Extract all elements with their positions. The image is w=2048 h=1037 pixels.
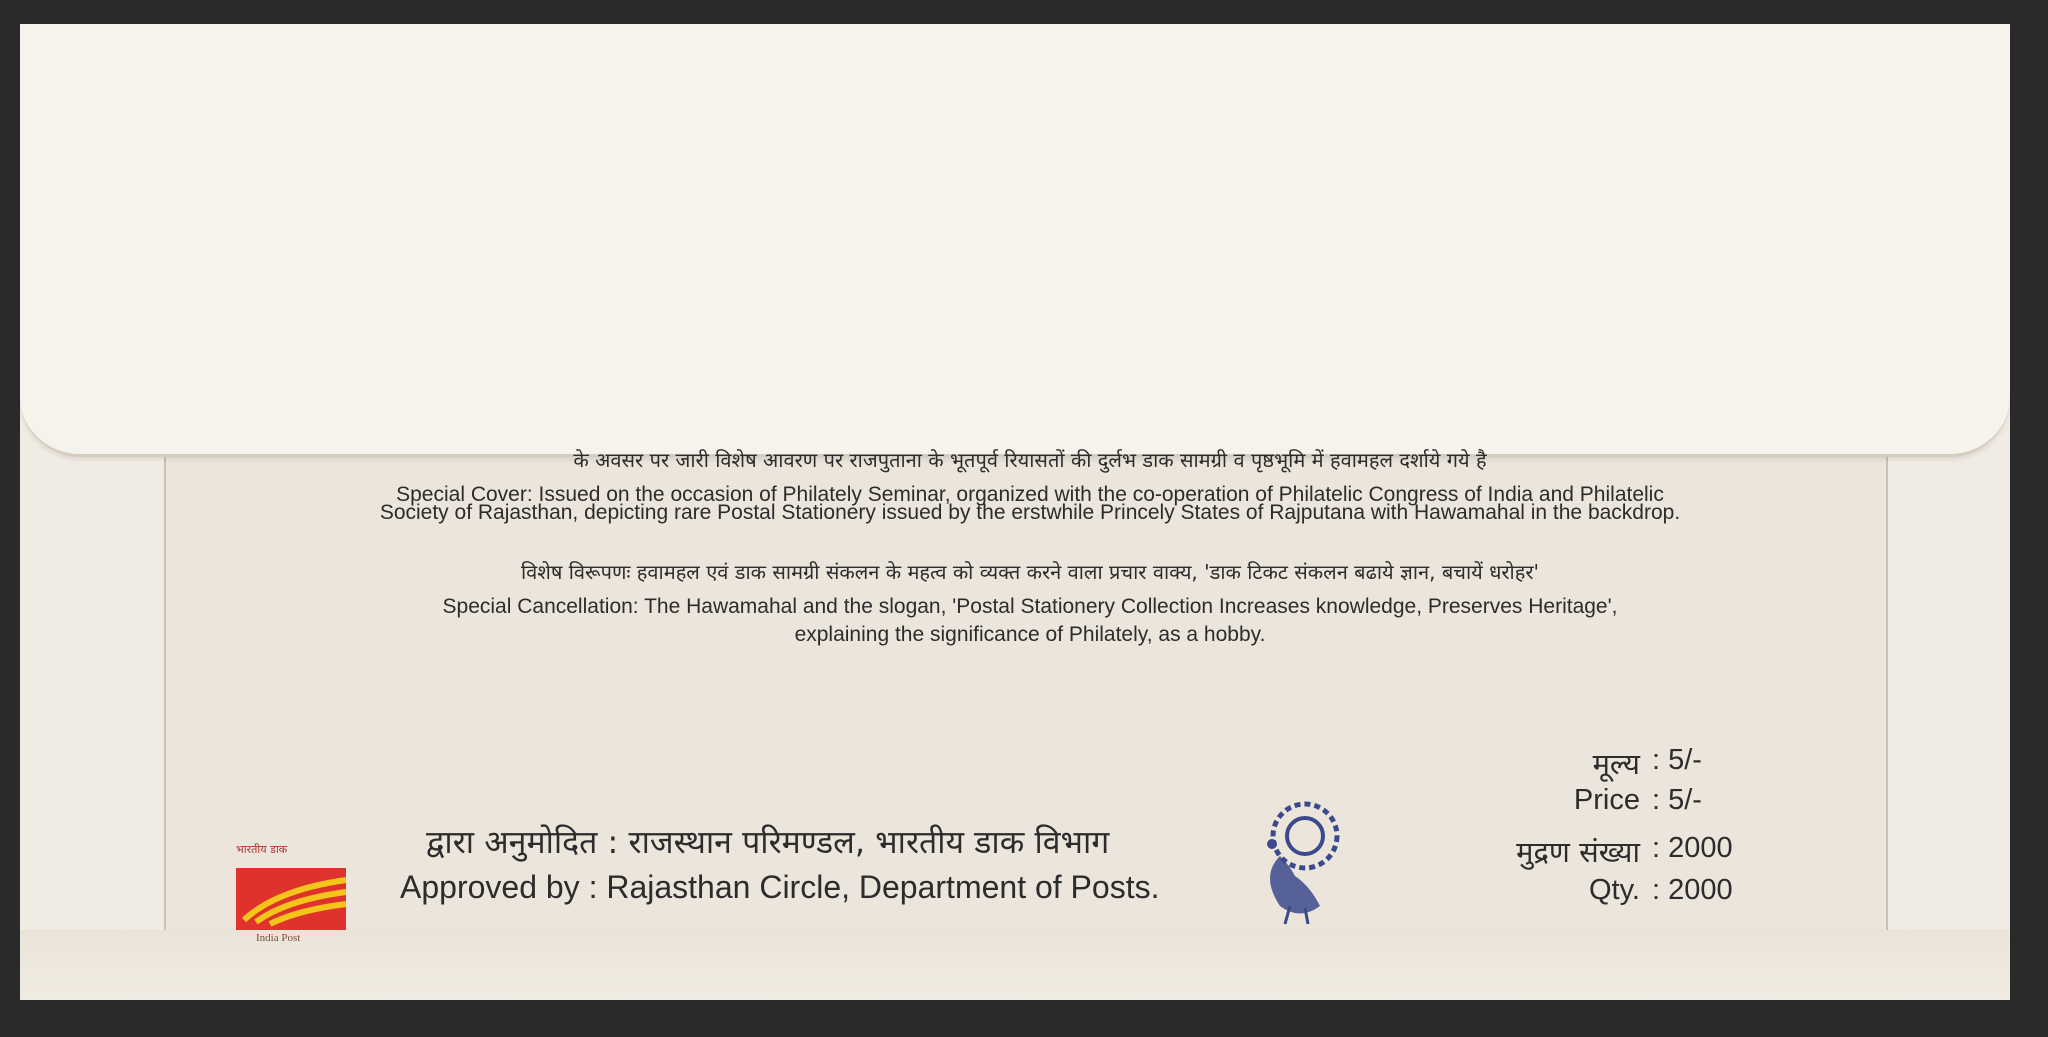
logo-english-text: India Post (256, 932, 301, 944)
peacock-icon (1250, 796, 1350, 926)
cover-english-line-2: Society of Rajasthan, depicting rare Postal Stationery issued by the erstwhile Princely States of Rajputana with Hawamahal in the backdrop. (379, 501, 1681, 524)
cancellation-hindi-line: विशेष विरूपणः हवामहल एवं डाक सामग्री संकलन के महत्व को व्यक्त करने वाला प्रचार वाक्य, 'डाक टिकट संकलन बढाये ज्ञान, बचायें धरोहर' (520, 560, 1540, 584)
price-label: Price (1573, 784, 1640, 816)
approved-english: Approved by : Rajasthan Circle, Department of Posts. (400, 869, 1160, 905)
bottom-fold (20, 930, 2010, 1000)
cancellation-english-line-1: Special Cancellation: The Hawamahal and the slogan, 'Postal Stationery Collection Increases knowledge, Preserves Heritage', (442, 595, 1618, 618)
cover-hindi-line: के अवसर पर जारी विशेष आवरण पर राजपुताना के भूतपूर्व रियासतों की दुर्लभ डाक सामग्री व पृष्ठभूमि में हवामहल दर्शाये गये है (573, 448, 1487, 472)
hindi-qty-label: मुद्रण संख्या (1516, 835, 1640, 869)
approved-hindi: द्वारा अनुमोदित : राजस्थान परिमण्डल, भारतीय डाक विभाग (426, 823, 1110, 861)
hindi-price-value: : 5/- (1652, 744, 1702, 776)
qty-value: : 2000 (1652, 874, 1733, 906)
qty-label: Qty. (1588, 874, 1640, 906)
logo-hindi-text: भारतीय डाक (236, 843, 288, 856)
envelope-flap (20, 24, 2010, 457)
hindi-price-label: मूल्य (1592, 747, 1640, 781)
approved-block (400, 820, 1159, 906)
cancellation-english-line-2: explaining the significance of Philately, as a hobby. (794, 623, 1266, 646)
india-post-logo-icon (236, 850, 354, 930)
cover-english-line-1: Special Cover: Issued on the occasion of Philately Seminar, organized with the co-operation of Philatelic Congress of India and Philatelic (396, 483, 1664, 506)
price-value: : 5/- (1652, 784, 1702, 816)
hindi-qty-value: : 2000 (1652, 832, 1733, 864)
